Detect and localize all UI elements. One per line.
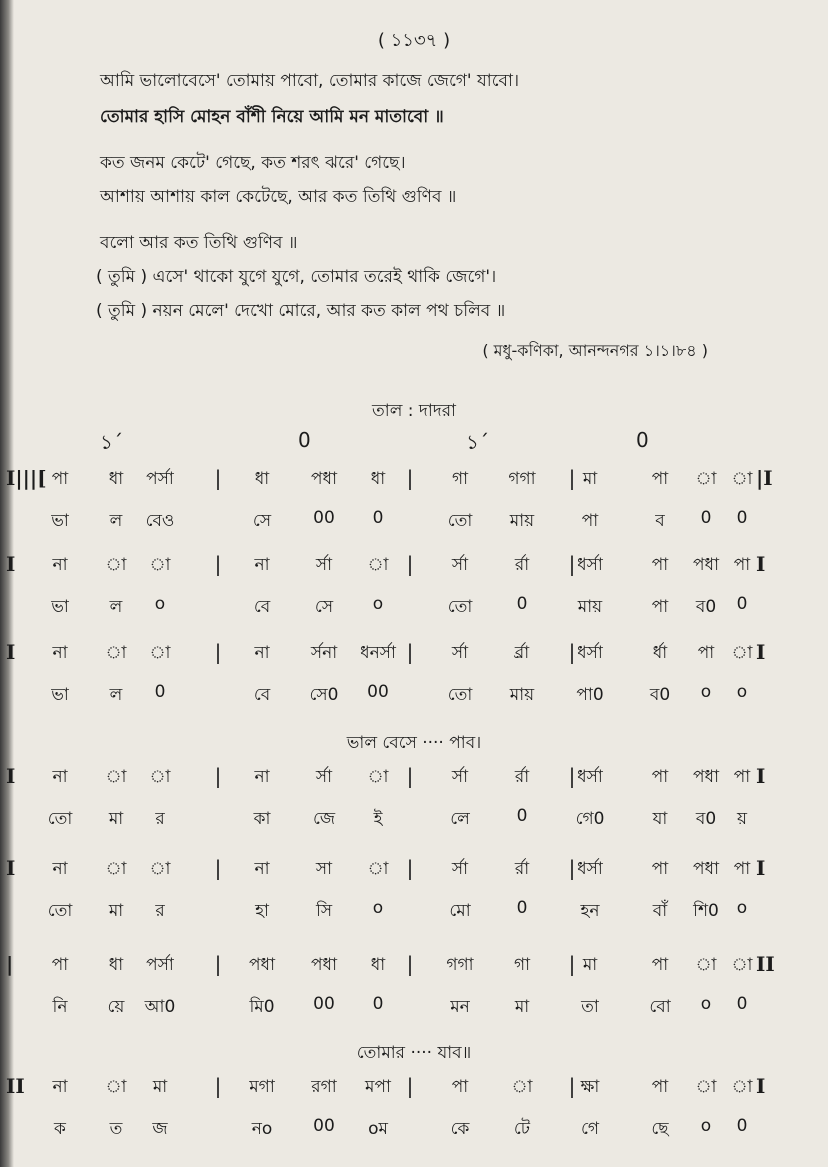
- swara-row: [0, 1074, 828, 1114]
- swara-note: গা: [451, 469, 469, 489]
- refrain-marker: ভাল বেসে ···· পাব।: [346, 733, 482, 753]
- vibhag-barline: |: [214, 552, 222, 576]
- swara-note: পা: [651, 955, 669, 975]
- swara-note: া: [731, 955, 753, 975]
- lyric-syllable: 0: [736, 1116, 748, 1136]
- swara-note: গগা: [446, 955, 474, 975]
- lyric-syllable: আ0: [144, 997, 176, 1017]
- lyric-syllable: মা: [514, 997, 530, 1017]
- lyric-syllable: ত: [109, 1119, 123, 1139]
- swara-note: পা: [651, 859, 669, 879]
- vibhag-barline: |: [406, 856, 414, 880]
- lyric-syllable: মায়: [577, 597, 603, 617]
- swara-note: পধা: [693, 555, 719, 575]
- swara-note: পর্সা: [146, 955, 174, 975]
- lyric-syllable: ক: [54, 1119, 66, 1139]
- vibhag-barline: |: [406, 952, 414, 976]
- swara-row: [0, 856, 828, 896]
- lyric-syllable-row: [0, 508, 828, 548]
- swara-note: পধা: [249, 955, 275, 975]
- swara-note: র্সা: [315, 555, 333, 575]
- swara-note: না: [254, 643, 270, 663]
- swara-note: ধা: [370, 469, 386, 489]
- lyric-syllable: 0: [516, 898, 528, 918]
- swara-note: রগা: [311, 1077, 337, 1097]
- swara-note: পা: [651, 1077, 669, 1097]
- lyric-syllable: কা: [253, 809, 271, 829]
- lyric-syllable: বাঁ: [652, 901, 668, 921]
- lyric-syllable: জ: [152, 1119, 168, 1139]
- swara-note: মপা: [365, 1077, 391, 1097]
- vibhag-barline: |: [568, 466, 576, 490]
- page-number: ( ১১৩৭ ): [377, 30, 451, 51]
- swara-note: া: [367, 859, 389, 879]
- vibhag-barline: |: [214, 856, 222, 880]
- vibhag-barline: |: [568, 952, 576, 976]
- lyric-syllable: 0: [154, 682, 166, 702]
- lyric-syllable: ব0: [649, 685, 671, 705]
- lyric-line: আমি ভালোবেসে' তোমায় পাবো, তোমার কাজে জেগে' যাবো।: [100, 71, 520, 91]
- lyric-syllable: তো: [447, 597, 473, 617]
- lyric-syllable: লে: [450, 809, 470, 829]
- lyric-syllable: তো: [447, 511, 473, 531]
- swara-note: পর্সা: [146, 469, 174, 489]
- vibhag-barline: |: [568, 552, 576, 576]
- swara-note: পা: [733, 859, 751, 879]
- lyric-syllable: বে: [253, 597, 271, 617]
- swara-note: া: [695, 469, 717, 489]
- vibhag-barline: |: [214, 466, 222, 490]
- swara-note: পা: [733, 767, 751, 787]
- swara-note: র্ধা: [652, 643, 668, 663]
- lyric-syllable: সে: [314, 597, 334, 617]
- lyric-syllable: 00: [313, 1116, 335, 1136]
- swara-note: পধা: [311, 955, 337, 975]
- start-barline: I: [6, 764, 16, 788]
- end-barline: I: [756, 764, 766, 788]
- swara-note: র্সা: [451, 767, 469, 787]
- lyric-syllable: পা: [651, 597, 669, 617]
- vibhag-barline: |: [568, 856, 576, 880]
- swara-note: মগা: [249, 1077, 275, 1097]
- swara-note: মা: [152, 1077, 168, 1097]
- lyric-syllable: 0: [736, 594, 748, 614]
- lyric-syllable: গে: [580, 1119, 600, 1139]
- swara-note: া: [149, 767, 171, 787]
- lyric-syllable: 0: [700, 508, 712, 528]
- lyric-syllable: টে: [513, 1119, 531, 1139]
- end-barline: II: [756, 952, 775, 976]
- lyric-syllable: সি: [315, 901, 333, 921]
- lyric-syllable: হন: [580, 901, 600, 921]
- swara-note: া: [695, 1077, 717, 1097]
- swara-note: া: [105, 555, 127, 575]
- taal-marker: 0: [636, 428, 649, 452]
- lyric-syllable: য়: [736, 809, 748, 829]
- lyric-syllable: o: [372, 898, 384, 918]
- swara-note: সা: [315, 859, 333, 879]
- swara-note: পা: [451, 1077, 469, 1097]
- swara-note: া: [149, 643, 171, 663]
- swara-note: পধা: [693, 859, 719, 879]
- lyric-syllable: ব0: [695, 597, 717, 617]
- lyric-syllable: বে: [253, 685, 271, 705]
- lyric-line: বলো আর কত তিথি গুণিব ॥: [100, 233, 298, 253]
- swara-note: গগা: [508, 469, 536, 489]
- swara-note: না: [52, 555, 68, 575]
- lyric-syllable: সে0: [309, 685, 339, 705]
- swara-row: [0, 466, 828, 506]
- lyric-syllable-row: [0, 594, 828, 634]
- lyric-syllable: জে: [312, 809, 336, 829]
- swara-note: া: [695, 955, 717, 975]
- vibhag-barline: |: [406, 764, 414, 788]
- swara-note: া: [149, 859, 171, 879]
- lyric-syllable: 0: [736, 508, 748, 528]
- swara-note: ধা: [370, 955, 386, 975]
- swara-note: া: [731, 469, 753, 489]
- lyric-syllable: ছে: [651, 1119, 669, 1139]
- swara-note: া: [731, 1077, 753, 1097]
- lyric-syllable: ল: [109, 685, 123, 705]
- swara-note: ধর্সা: [577, 555, 603, 575]
- lyric-syllable-row: [0, 994, 828, 1034]
- vibhag-barline: |: [214, 952, 222, 976]
- start-barline: II: [6, 1074, 25, 1098]
- swara-note: া: [105, 859, 127, 879]
- lyric-syllable: গে0: [575, 809, 605, 829]
- lyric-syllable: মায়: [509, 685, 535, 705]
- lyric-syllable-row: [0, 898, 828, 938]
- swara-note: র্রা: [514, 859, 530, 879]
- swara-note: ধা: [108, 469, 124, 489]
- start-barline: I: [6, 640, 16, 664]
- vibhag-barline: |: [406, 552, 414, 576]
- swara-note: র্রা: [514, 767, 530, 787]
- swara-note: পা: [51, 469, 69, 489]
- end-barline: |I: [756, 466, 773, 490]
- lyric-syllable: o: [154, 594, 166, 614]
- lyric-syllable: o: [736, 682, 748, 702]
- lyric-syllable: তো: [47, 901, 73, 921]
- lyric-syllable: পা0: [576, 685, 604, 705]
- lyric-syllable: 0: [372, 994, 384, 1014]
- swara-note: র্সা: [451, 555, 469, 575]
- taal-marker: 0: [298, 428, 311, 452]
- lyric-line: আশায় আশায় কাল কেটেছে, আর কত তিথি গুণিব ॥: [100, 187, 457, 207]
- swara-row: [0, 952, 828, 992]
- start-barline: |: [6, 952, 14, 976]
- lyric-syllable: হা: [255, 901, 269, 921]
- vibhag-barline: |: [568, 640, 576, 664]
- swara-note: গা: [513, 955, 531, 975]
- lyric-syllable: o: [736, 898, 748, 918]
- lyric-syllable: o: [700, 1116, 712, 1136]
- lyric-syllable: ব: [655, 511, 665, 531]
- end-barline: I: [756, 856, 766, 880]
- lyric-syllable: 00: [313, 508, 335, 528]
- lyric-syllable: oম: [368, 1119, 388, 1139]
- swara-note: না: [52, 643, 68, 663]
- swara-note: ধর্সা: [577, 643, 603, 663]
- swara-note: র্সা: [451, 859, 469, 879]
- lyric-syllable: নি: [52, 997, 68, 1017]
- vibhag-barline: |: [214, 1074, 222, 1098]
- swara-row: [0, 764, 828, 804]
- swara-note: না: [52, 767, 68, 787]
- swara-note: া: [105, 767, 127, 787]
- vibhag-barline: |: [214, 764, 222, 788]
- swara-note: না: [52, 1077, 68, 1097]
- lyric-syllable: মন: [450, 997, 470, 1017]
- lyric-syllable: ভা: [51, 511, 69, 531]
- end-barline: I: [756, 552, 766, 576]
- lyric-syllable: শি0: [693, 901, 719, 921]
- swara-note: মা: [582, 955, 598, 975]
- swara-note: র্সনা: [310, 643, 338, 663]
- refrain-marker: তোমার ···· যাব॥: [356, 1043, 472, 1063]
- start-barline: I: [6, 856, 16, 880]
- swara-note: পা: [697, 643, 715, 663]
- lyric-syllable: কে: [450, 1119, 470, 1139]
- swara-note: ধা: [108, 955, 124, 975]
- swara-note: না: [254, 555, 270, 575]
- lyric-syllable: পা: [581, 511, 599, 531]
- lyric-syllable: র: [155, 901, 165, 921]
- lyric-syllable: মা: [108, 901, 124, 921]
- swara-note: া: [731, 643, 753, 663]
- vibhag-barline: |: [406, 466, 414, 490]
- swara-note: মা: [582, 469, 598, 489]
- swara-note: পা: [651, 469, 669, 489]
- lyric-syllable: 00: [367, 682, 389, 702]
- lyric-syllable-row: [0, 1116, 828, 1156]
- lyric-line: তোমার হাসি মোহন বাঁশী নিয়ে আমি মন মাতাবো ॥: [100, 107, 444, 127]
- lyric-syllable: মায়: [509, 511, 535, 531]
- lyric-syllable: ল: [109, 597, 123, 617]
- taal-title: তাল : দাদরা: [372, 401, 456, 421]
- swara-note: া: [511, 1077, 533, 1097]
- lyric-line: কত জনম কেটে' গেছে, কত শরৎ ঝরে' গেছে।: [100, 153, 406, 173]
- lyric-syllable: সে: [252, 511, 272, 531]
- lyric-syllable: যা: [652, 809, 668, 829]
- swara-note: ধর্সা: [577, 767, 603, 787]
- lyric-syllable: বো: [649, 997, 671, 1017]
- lyric-syllable: বেও: [145, 511, 175, 531]
- vibhag-barline: |: [568, 1074, 576, 1098]
- swara-note: ধা: [254, 469, 270, 489]
- lyric-syllable: ভা: [51, 685, 69, 705]
- lyric-syllable: 0: [516, 594, 528, 614]
- swara-note: া: [105, 1077, 127, 1097]
- lyric-syllable: ই: [373, 809, 383, 829]
- taal-marker: ১´: [466, 430, 489, 454]
- lyric-line: ( তুমি ) নয়ন মেলে' দেখো মোরে, আর কত কাল পথ চলিব ॥: [96, 301, 506, 321]
- swara-note: পা: [651, 767, 669, 787]
- swara-note: ক্ষা: [580, 1077, 600, 1097]
- lyric-syllable: 0: [736, 994, 748, 1014]
- lyric-syllable: ভা: [51, 597, 69, 617]
- start-barline: I: [6, 552, 16, 576]
- lyric-syllable: মো: [449, 901, 471, 921]
- lyric-syllable: o: [700, 682, 712, 702]
- swara-note: না: [254, 859, 270, 879]
- swara-note: া: [105, 643, 127, 663]
- lyric-line: ( তুমি ) এসে' থাকো যুগে যুগে, তোমার তরেই থাকি জেগে'।: [96, 267, 497, 287]
- lyric-syllable: য়ে: [107, 997, 125, 1017]
- taal-marker: ১´: [100, 430, 123, 454]
- lyric-syllable: মি0: [249, 997, 275, 1017]
- swara-note: ধনর্সা: [360, 643, 396, 663]
- swara-note: া: [367, 555, 389, 575]
- lyric-syllable-row: [0, 806, 828, 846]
- lyric-syllable: o: [700, 994, 712, 1014]
- swara-note: র্র্রা: [514, 643, 530, 663]
- swara-note: পধা: [693, 767, 719, 787]
- swara-note: পা: [651, 555, 669, 575]
- swara-note: া: [149, 555, 171, 575]
- swara-note: র্রা: [514, 555, 530, 575]
- vibhag-barline: |: [568, 764, 576, 788]
- swara-row: [0, 640, 828, 680]
- source-citation: ( মধু-কণিকা, আনন্দনগর ১।১।৮৪ ): [482, 341, 708, 360]
- swara-note: পধা: [311, 469, 337, 489]
- vibhag-barline: |: [406, 1074, 414, 1098]
- swara-row: [0, 552, 828, 592]
- lyric-syllable: ল: [109, 511, 123, 531]
- swara-note: না: [52, 859, 68, 879]
- lyric-syllable: 00: [313, 994, 335, 1014]
- swara-note: র্সা: [451, 643, 469, 663]
- swara-note: র্সা: [315, 767, 333, 787]
- swara-note: পা: [733, 555, 751, 575]
- vibhag-barline: |: [214, 640, 222, 664]
- lyric-syllable: o: [372, 594, 384, 614]
- lyric-syllable: 0: [372, 508, 384, 528]
- lyric-syllable: ব0: [695, 809, 717, 829]
- vibhag-barline: |: [406, 640, 414, 664]
- lyric-syllable: 0: [516, 806, 528, 826]
- swara-note: া: [367, 767, 389, 787]
- lyric-syllable: তো: [447, 685, 473, 705]
- lyric-syllable: মা: [108, 809, 124, 829]
- lyric-syllable-row: [0, 682, 828, 722]
- start-barline: I|||[: [6, 466, 47, 490]
- end-barline: I: [756, 640, 766, 664]
- lyric-syllable: র: [155, 809, 165, 829]
- swara-note: ধর্সা: [577, 859, 603, 879]
- lyric-syllable: তা: [581, 997, 599, 1017]
- end-barline: I: [756, 1074, 766, 1098]
- swara-note: না: [254, 767, 270, 787]
- lyric-syllable: তো: [47, 809, 73, 829]
- swara-note: পা: [51, 955, 69, 975]
- lyric-syllable: নo: [251, 1119, 273, 1139]
